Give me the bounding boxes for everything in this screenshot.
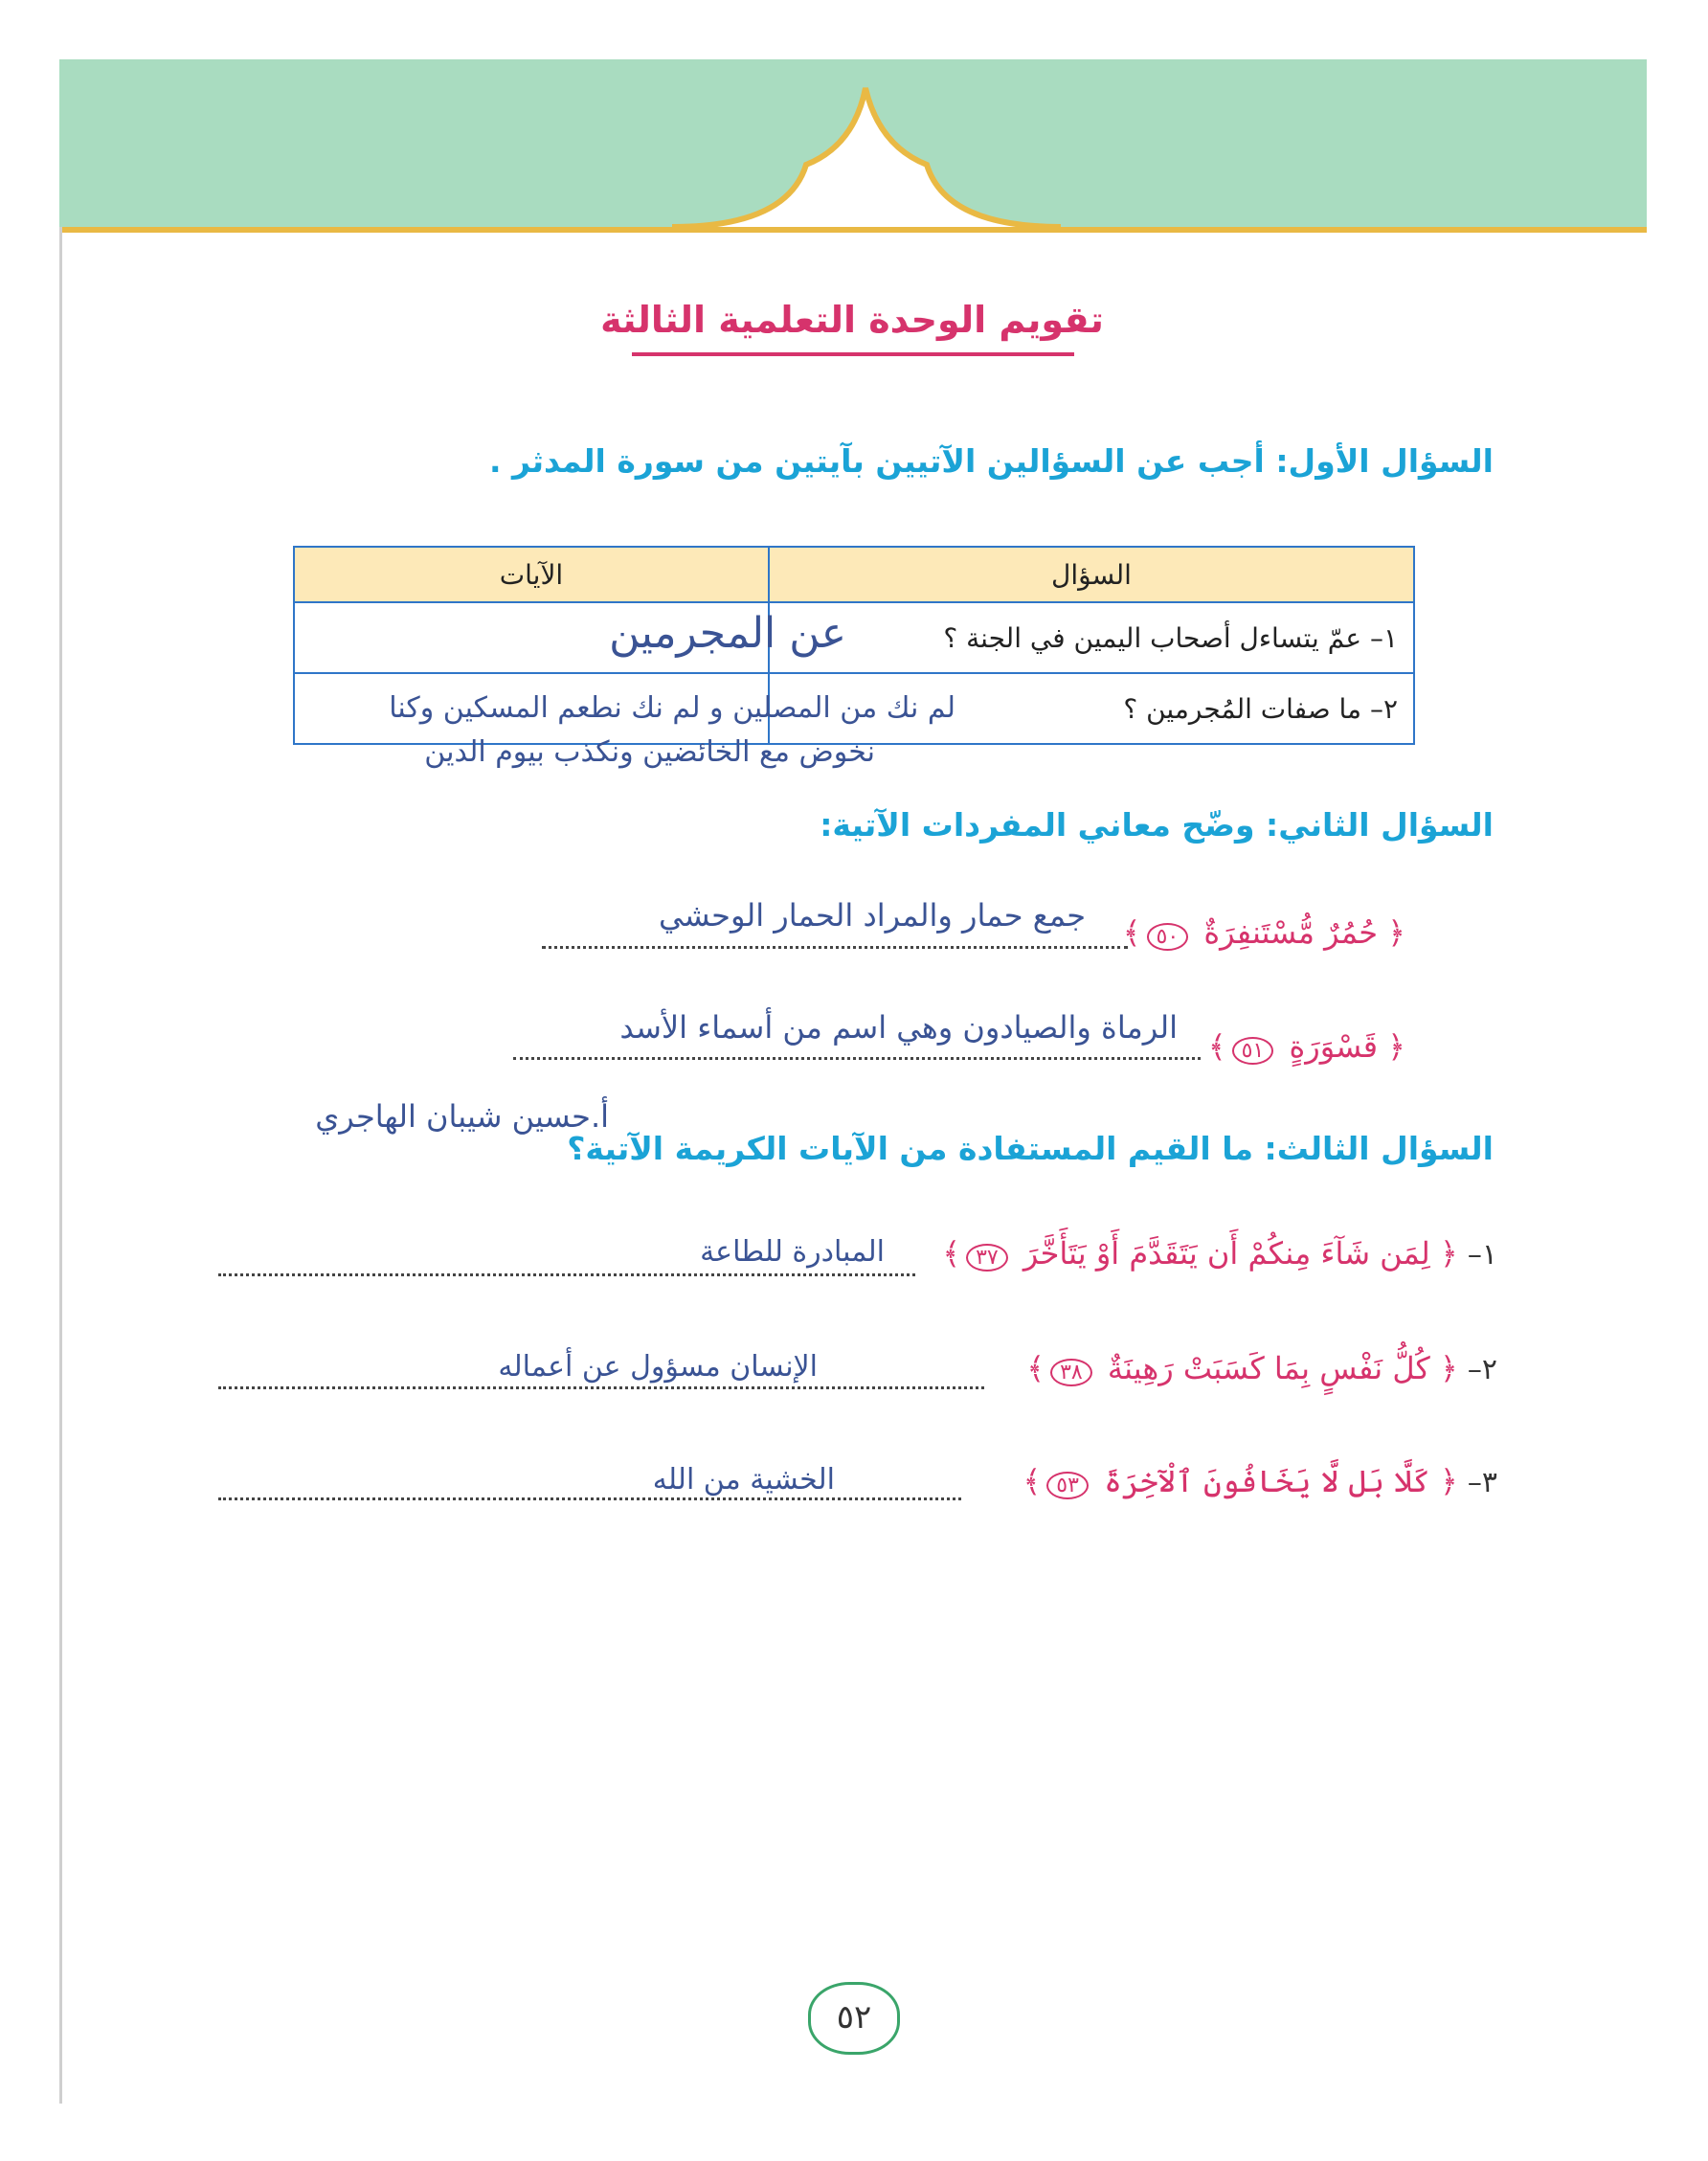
header-arch-ornament (59, 59, 1647, 227)
page-title: تقويم الوحدة التعلمية الثالثة (600, 299, 1104, 341)
item-number: ٣– (1467, 1466, 1497, 1499)
quran-verse: ١– ﴿ لِمَن شَآءَ مِنكُمْ أَن يَتَقَدَّمَ أَوْ يَتَأَخَّرَ ٣٧﴾ (942, 1235, 1497, 1272)
answer-dotted-line (513, 1057, 1201, 1060)
page-margin-rule (59, 227, 62, 2104)
quran-word-text: قَسْوَرَةٍ (1289, 1028, 1379, 1065)
handwritten-answer: نخوض مع الخائضين ونكذب بيوم الدين (424, 735, 875, 769)
item-number: ٢– (1467, 1353, 1497, 1386)
page-number: ٥٢ (808, 1982, 900, 2055)
quran-verse: ٢– ﴿ كُلُّ نَفْسٍ بِمَا كَسَبَتْ رَهِينَةٌ ٣٨﴾ (1026, 1350, 1497, 1386)
item-number: ١– (1467, 1238, 1497, 1272)
handwritten-answer: الإنسان مسؤول عن أعماله (498, 1350, 818, 1384)
title-underline (632, 352, 1074, 356)
handwritten-answer: الخشية من الله (652, 1463, 835, 1497)
quran-verse: ٣– ﴿ كَلَّا بَل لَّا يَخَافُونَ ٱلْآخِرَةَ ٥٣﴾ (1023, 1463, 1497, 1499)
handwritten-answer: جمع حمار والمراد الحمار الوحشي (658, 897, 1086, 934)
quran-verse-text: لِمَن شَآءَ مِنكُمْ أَن يَتَقَدَّمَ أَوْ يَتَأَخَّرَ (1023, 1235, 1430, 1272)
column-header-question: السؤال (769, 547, 1414, 602)
column-header-verses: الآيات (294, 547, 769, 602)
handwritten-answer: الرماة والصيادون وهي اسم من أسماء الأسد (619, 1009, 1178, 1046)
header-banner (59, 59, 1647, 233)
quran-verse-text: كَلَّا بَل لَّا يَخَافُونَ ٱلْآخِرَةَ (1104, 1463, 1430, 1499)
answer-dotted-line (218, 1273, 915, 1276)
ayah-number: ٣٧ (966, 1244, 1008, 1272)
question-cell: ٢– ما صفات المُجرمين ؟ (769, 673, 1414, 744)
quran-word-text: حُمُرٌ مُّسْتَنفِرَةٌ (1203, 914, 1379, 951)
ayah-number: ٣٨ (1050, 1359, 1092, 1386)
question-2-heading: السؤال الثاني: وضّح معاني المفردات الآتية: (820, 806, 1494, 844)
quran-word: ﴿ حُمُرٌ مُّسْتَنفِرَةٌ ٥٠﴾ (1122, 914, 1405, 951)
ayah-number: ٥٣ (1046, 1472, 1089, 1499)
table-header-row (294, 547, 1414, 602)
table-row (294, 602, 1414, 673)
quran-word: ﴿ قَسْوَرَةٍ ٥١﴾ (1207, 1028, 1405, 1065)
question-3-heading: السؤال الثالث: ما القيم المستفادة من الآيات الكريمة الآتية؟ (567, 1130, 1494, 1167)
quran-verse-text: كُلُّ نَفْسٍ بِمَا كَسَبَتْ رَهِينَةٌ (1107, 1350, 1430, 1386)
answer-dotted-line (542, 946, 1128, 949)
question-1-heading: السؤال الأول: أجب عن السؤالين الآتيين بآيتين من سورة المدثر . (489, 442, 1494, 480)
handwritten-answer: لم نك من المصلين و لم نك نطعم المسكين وكنا (389, 691, 955, 725)
answer-dotted-line (218, 1386, 984, 1389)
author-name: أ.حسين شيبان الهاجري (315, 1098, 609, 1135)
handwritten-answer: عن المجرمين (609, 609, 846, 658)
ayah-number: ٥١ (1232, 1037, 1274, 1065)
answer-dotted-line (218, 1497, 961, 1500)
ayah-number: ٥٠ (1147, 923, 1189, 951)
handwritten-answer: المبادرة للطاعة (700, 1235, 885, 1269)
question-cell: ١– عمّ يتساءل أصحاب اليمين في الجنة ؟ (769, 602, 1414, 673)
